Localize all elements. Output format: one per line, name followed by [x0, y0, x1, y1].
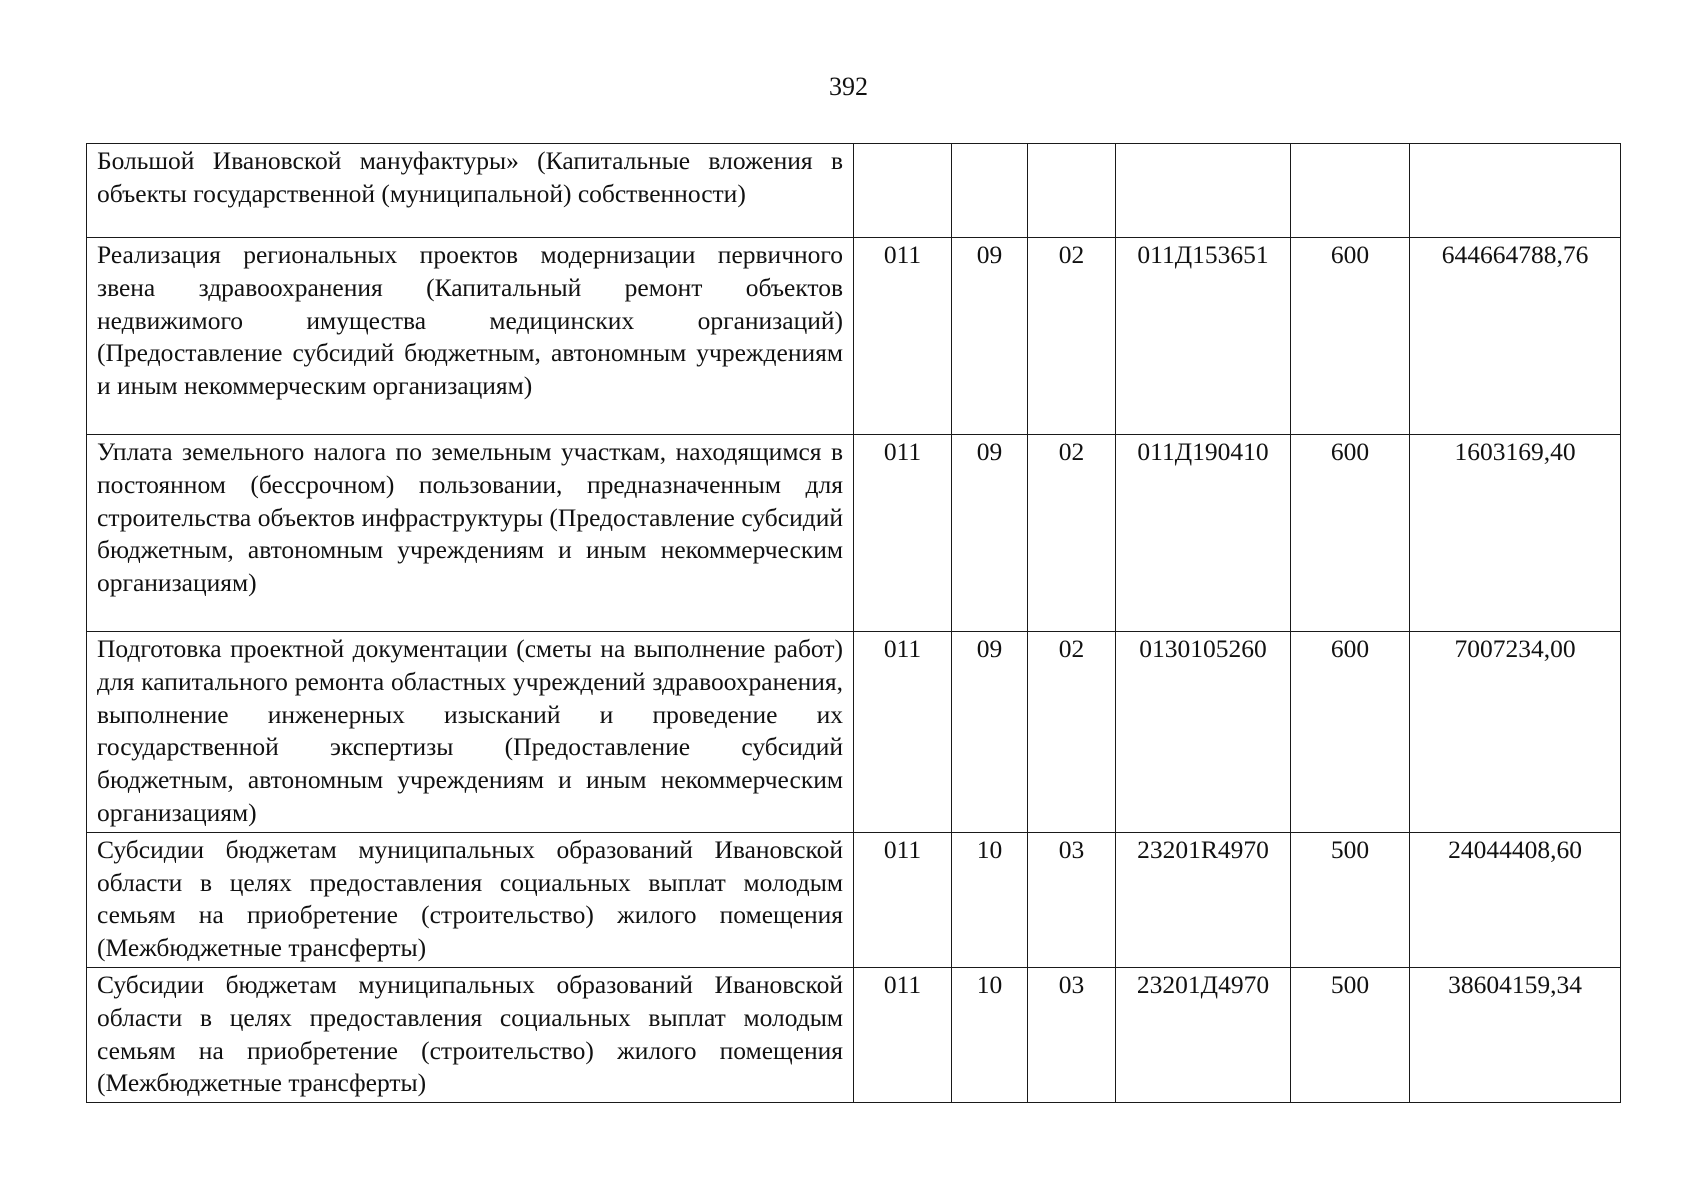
- table-row: [87, 967, 1621, 1102]
- row-amount: 644664788,76: [1410, 238, 1621, 435]
- row-description: Уплата земельного налога по земельным участкам, находящимся в постоянном (бессрочном) пользовании, предназначенным для строительства объектов инфраструктуры (Предоставление субсидий бюджетным, автономным учреждениям и иным некоммерческим организациям): [87, 435, 854, 632]
- page-number: 392: [829, 72, 868, 101]
- row-expense-type-code: 600: [1291, 632, 1410, 833]
- row-target-article-code: 0130105260: [1116, 632, 1291, 833]
- row-amount: [1410, 144, 1621, 238]
- row-subsection-code: 02: [1028, 632, 1116, 833]
- row-amount: 7007234,00: [1410, 632, 1621, 833]
- row-gr-code: [854, 144, 952, 238]
- row-gr-code: 011: [854, 832, 952, 967]
- row-expense-type-code: 600: [1291, 238, 1410, 435]
- row-section-code: [952, 144, 1028, 238]
- row-description: Субсидии бюджетам муниципальных образований Ивановской области в целях предоставления социальных выплат молодым семьям на приобретение (строительство) жилого помещения (Межбюджетные трансферты): [87, 832, 854, 967]
- row-section-code: 10: [952, 832, 1028, 967]
- row-description: Реализация региональных проектов модернизации первичного звена здравоохранения (Капитальный ремонт объектов недвижимого имущества медицинских организаций) (Предоставление субсидий бюджетным, автономным учреждениям и иным некоммерческим организациям): [87, 238, 854, 435]
- row-target-article-code: 011Д190410: [1116, 435, 1291, 632]
- row-subsection-code: [1028, 144, 1116, 238]
- budget-table: [86, 143, 1621, 1103]
- table-row: [87, 144, 1621, 238]
- row-target-article-code: [1116, 144, 1291, 238]
- row-section-code: 09: [952, 238, 1028, 435]
- row-section-code: 10: [952, 967, 1028, 1102]
- row-subsection-code: 02: [1028, 238, 1116, 435]
- row-section-code: 09: [952, 632, 1028, 833]
- row-section-code: 09: [952, 435, 1028, 632]
- row-subsection-code: 02: [1028, 435, 1116, 632]
- row-expense-type-code: [1291, 144, 1410, 238]
- row-subsection-code: 03: [1028, 832, 1116, 967]
- row-target-article-code: 23201Д4970: [1116, 967, 1291, 1102]
- row-expense-type-code: 600: [1291, 435, 1410, 632]
- table-row: [87, 238, 1621, 435]
- row-target-article-code: 011Д153651: [1116, 238, 1291, 435]
- row-amount: 1603169,40: [1410, 435, 1621, 632]
- table-row: [87, 632, 1621, 833]
- row-subsection-code: 03: [1028, 967, 1116, 1102]
- row-gr-code: 011: [854, 967, 952, 1102]
- row-description: Подготовка проектной документации (сметы на выполнение работ) для капитального ремонта областных учреждений здравоохранения, выполнение инженерных изысканий и проведение их государственной экспертизы (Предоставление субсидий бюджетным, автономным учреждениям и иным некоммерческим организациям): [87, 632, 854, 833]
- row-description: Большой Ивановской мануфактуры» (Капитальные вложения в объекты государственной (муниципальной) собственности): [87, 144, 854, 238]
- table-row: [87, 435, 1621, 632]
- row-amount: 38604159,34: [1410, 967, 1621, 1102]
- row-amount: 24044408,60: [1410, 832, 1621, 967]
- row-gr-code: 011: [854, 238, 952, 435]
- row-gr-code: 011: [854, 632, 952, 833]
- row-description: Субсидии бюджетам муниципальных образований Ивановской области в целях предоставления социальных выплат молодым семьям на приобретение (строительство) жилого помещения (Межбюджетные трансферты): [87, 967, 854, 1102]
- row-target-article-code: 23201R4970: [1116, 832, 1291, 967]
- row-expense-type-code: 500: [1291, 967, 1410, 1102]
- row-expense-type-code: 500: [1291, 832, 1410, 967]
- row-gr-code: 011: [854, 435, 952, 632]
- table-row: [87, 832, 1621, 967]
